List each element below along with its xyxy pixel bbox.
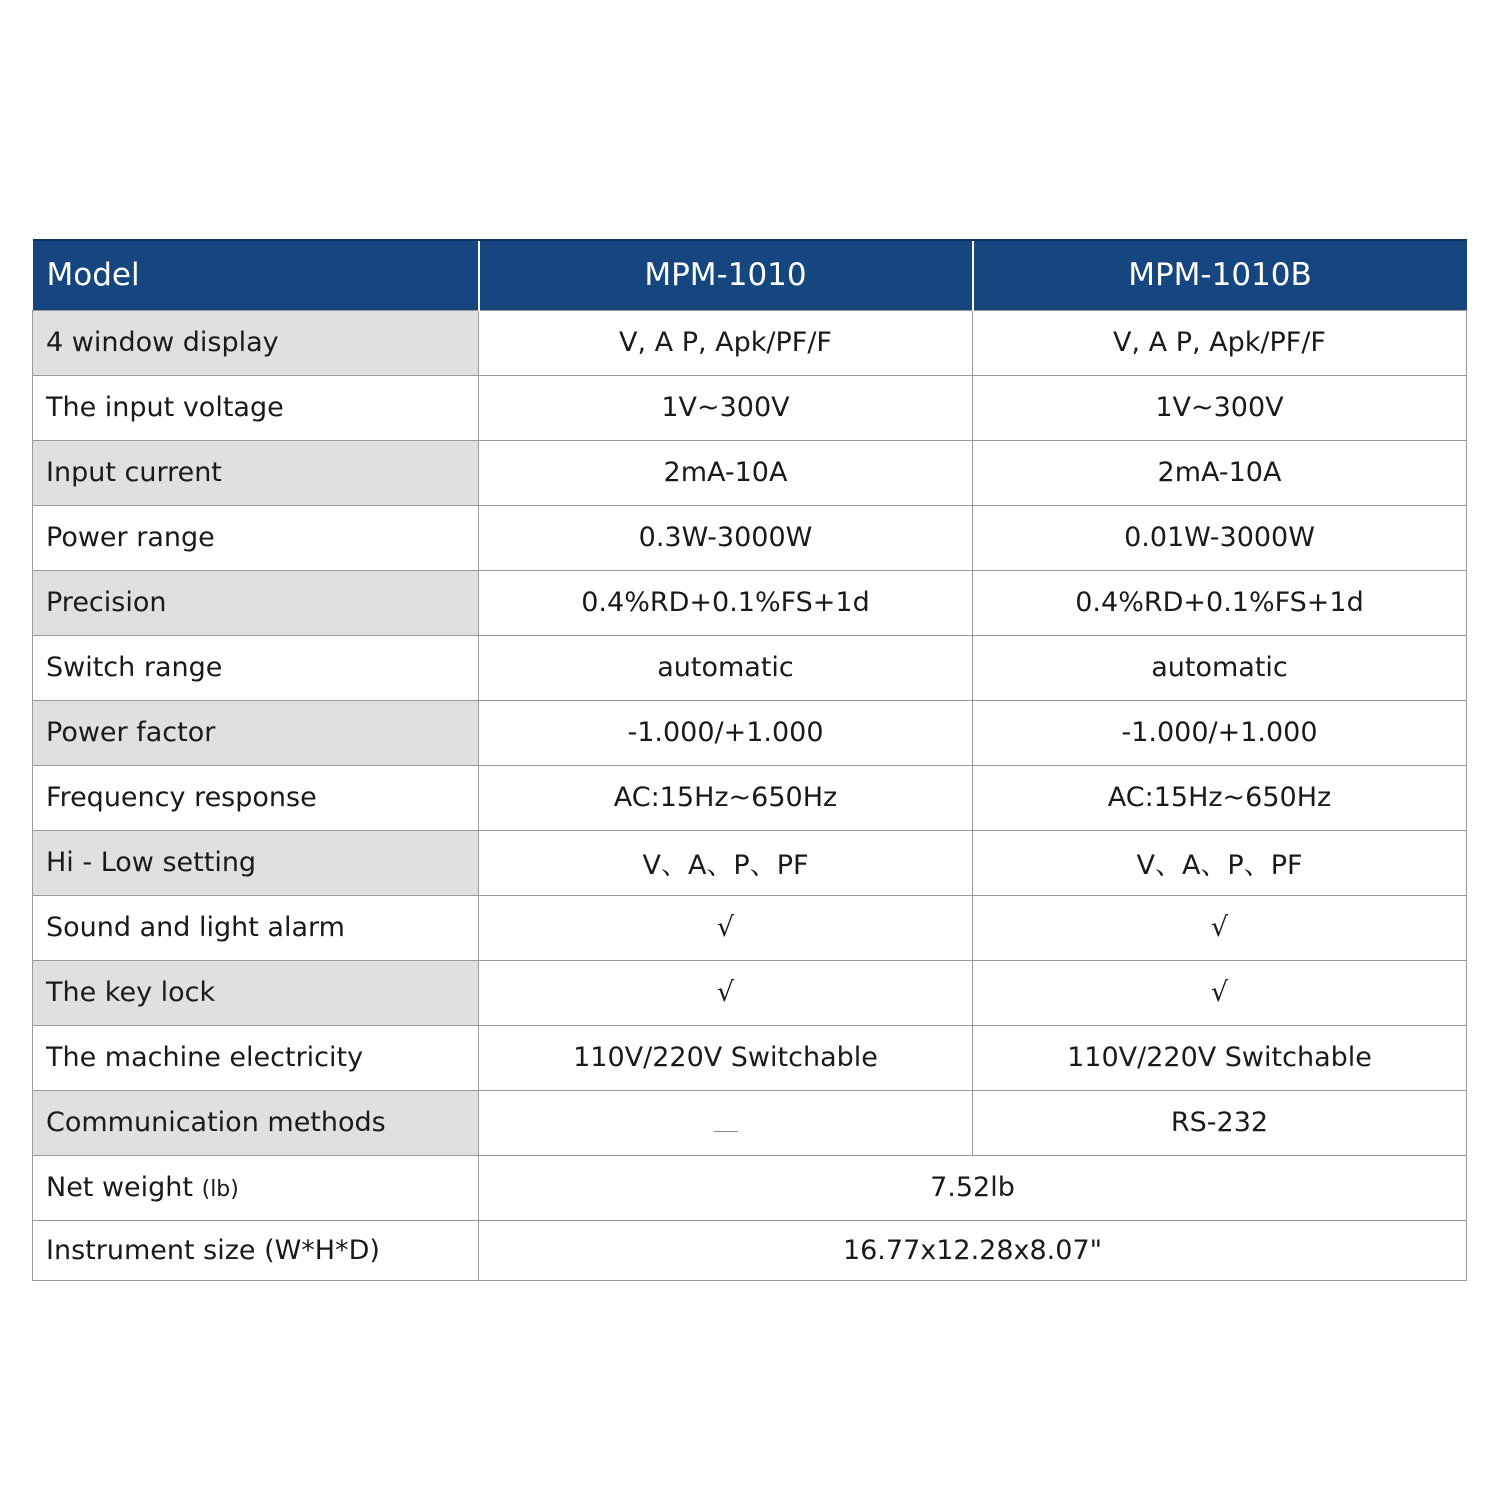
row-label-instrument-size: Instrument size (W*H*D) — [33, 1220, 479, 1280]
row-value-mpm-1010b: 0.01W-3000W — [973, 505, 1467, 570]
row-label: Power factor — [33, 700, 479, 765]
row-value-mpm-1010: V、A、P、PF — [479, 830, 973, 895]
header-model-mpm-1010: MPM-1010 — [479, 240, 973, 310]
row-value-mpm-1010b: -1.000/+1.000 — [973, 700, 1467, 765]
header-model-label: Model — [33, 240, 479, 310]
row-value-mpm-1010: 110V/220V Switchable — [479, 1025, 973, 1090]
row-value-mpm-1010: -1.000/+1.000 — [479, 700, 973, 765]
table-row — [33, 570, 1467, 635]
table-row — [33, 505, 1467, 570]
row-value-mpm-1010: 2mA-10A — [479, 440, 973, 505]
row-label: Precision — [33, 570, 479, 635]
table-row — [33, 375, 1467, 440]
row-label: Frequency response — [33, 765, 479, 830]
table-body — [33, 310, 1467, 1280]
row-label-net-weight — [33, 1155, 479, 1220]
row-value-mpm-1010b: 110V/220V Switchable — [973, 1025, 1467, 1090]
table-row — [33, 440, 1467, 505]
row-value-mpm-1010: V, A P, Apk/PF/F — [479, 310, 973, 375]
table-row — [33, 700, 1467, 765]
row-value-mpm-1010: 0.3W-3000W — [479, 505, 973, 570]
row-value-mpm-1010b: RS-232 — [973, 1090, 1467, 1155]
row-value-mpm-1010: 0.4%RD+0.1%FS+1d — [479, 570, 973, 635]
row-label: Sound and light alarm — [33, 895, 479, 960]
row-value-mpm-1010b: V, A P, Apk/PF/F — [973, 310, 1467, 375]
row-label: Hi - Low setting — [33, 830, 479, 895]
row-value-mpm-1010: √ — [479, 895, 973, 960]
row-value-mpm-1010b: automatic — [973, 635, 1467, 700]
spec-table — [32, 239, 1467, 1281]
table-row — [33, 1220, 1467, 1280]
row-value-mpm-1010: automatic — [479, 635, 973, 700]
row-label: The input voltage — [33, 375, 479, 440]
row-value-mpm-1010: √ — [479, 960, 973, 1025]
row-value-mpm-1010: 1V~300V — [479, 375, 973, 440]
header-model-mpm-1010b: MPM-1010B — [973, 240, 1467, 310]
table-row — [33, 310, 1467, 375]
net-weight-value: 7.52lb — [479, 1155, 1467, 1220]
header-row — [33, 240, 1467, 310]
row-label: Input current — [33, 440, 479, 505]
row-value-mpm-1010b: √ — [973, 895, 1467, 960]
table-row — [33, 765, 1467, 830]
row-label: The key lock — [33, 960, 479, 1025]
not-available-dash — [714, 1131, 738, 1132]
row-value-mpm-1010 — [479, 1090, 973, 1155]
row-value-mpm-1010b: √ — [973, 960, 1467, 1025]
table-row — [33, 1025, 1467, 1090]
row-value-mpm-1010: AC:15Hz~650Hz — [479, 765, 973, 830]
row-value-mpm-1010b: 1V~300V — [973, 375, 1467, 440]
row-label: Switch range — [33, 635, 479, 700]
table-row — [33, 830, 1467, 895]
instrument-size-value: 16.77x12.28x8.07" — [479, 1220, 1467, 1280]
table-row — [33, 895, 1467, 960]
row-label: Power range — [33, 505, 479, 570]
row-label: Communication methods — [33, 1090, 479, 1155]
table-header — [33, 240, 1467, 310]
row-value-mpm-1010b: 2mA-10A — [973, 440, 1467, 505]
net-weight-label: Net weight — [46, 1172, 194, 1203]
table-row — [33, 960, 1467, 1025]
net-weight-unit: (lb) — [201, 1177, 239, 1202]
table-row — [33, 635, 1467, 700]
row-value-mpm-1010b: AC:15Hz~650Hz — [973, 765, 1467, 830]
row-value-mpm-1010b: 0.4%RD+0.1%FS+1d — [973, 570, 1467, 635]
row-label: The machine electricity — [33, 1025, 479, 1090]
row-value-mpm-1010b: V、A、P、PF — [973, 830, 1467, 895]
table-row — [33, 1155, 1467, 1220]
row-label: 4 window display — [33, 310, 479, 375]
table-row — [33, 1090, 1467, 1155]
